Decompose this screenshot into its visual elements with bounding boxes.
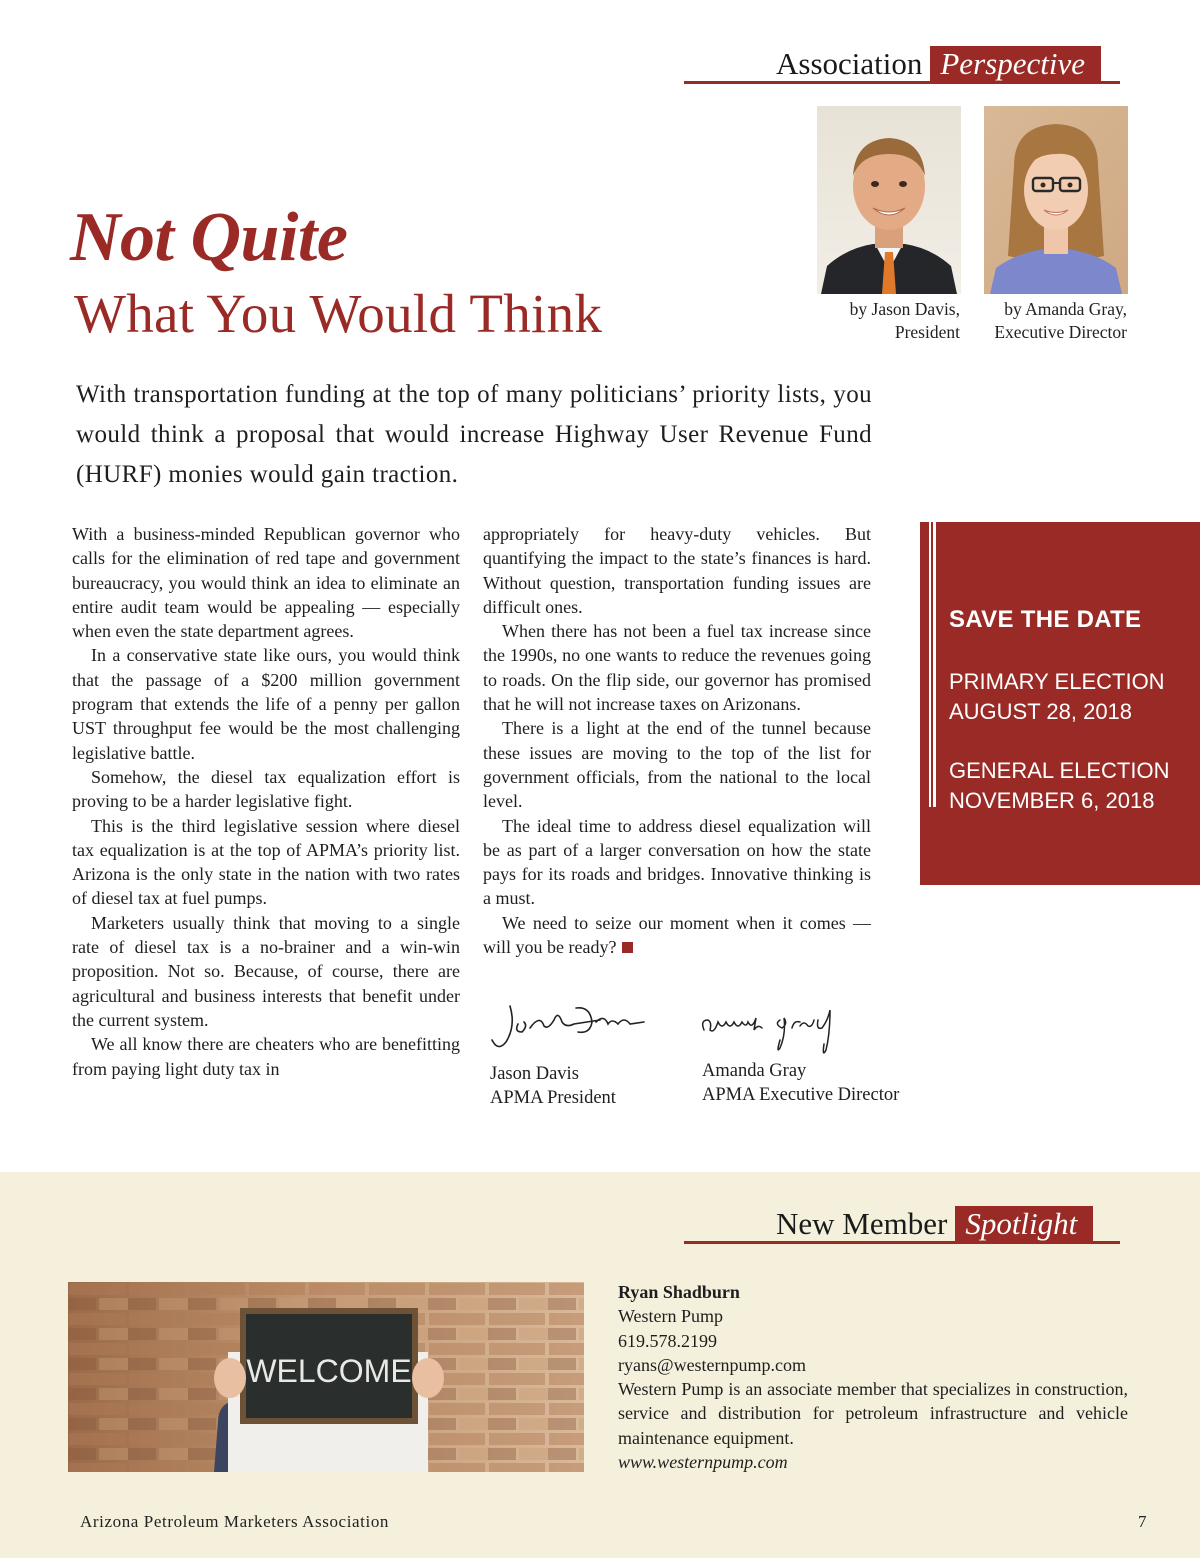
welcome-photo [68,1282,584,1472]
section-header-tag: Spotlight [955,1206,1093,1242]
paragraph: There is a light at the end of the tunnel because these issues are moving to the top of the list for government officials, from the national to the local level. [483,718,871,812]
member-description: Western Pump is an associate member that specializes in construction, service and distribution for petroleum infrastructure and vehicle maintenance equipment. [618,1379,1128,1448]
paragraph: With a business-minded Republican governor who calls for the elimination of red tape and government bureaucracy, you would think an idea to eliminate an entire audit team would be appealing — especially when even the state department agrees. [72,524,460,642]
paragraph: When there has not been a fuel tax increase since the 1990s, no one wants to reduce the revenues going to roads. On the flip side, our governor has promised that he will not increase taxes on Arizonans. [483,621,871,715]
decorative-bar [929,522,931,807]
article-column-1 [72,522,460,1081]
general-election-label: GENERAL ELECTION [949,758,1170,783]
signer-role: APMA President [490,1088,616,1108]
welcome-sign-text: WELCOME [246,1353,412,1389]
paragraph: Somehow, the diesel tax equalization effort is proving to be a harder legislative fight. [72,766,460,812]
paragraph: This is the third legislative session where diesel tax equalization is at the top of APMA’s priority list. Arizona is the only state in the nation with two rates of diesel tax at fuel pumps. [72,815,460,909]
member-phone: 619.578.2199 [618,1330,717,1351]
amanda-gray-signature [696,1000,856,1064]
article-title: Not Quite [70,199,348,276]
article-subtitle: What You Would Think [74,283,603,344]
article-column-2 [483,522,871,959]
paragraph: The ideal time to address diesel equalization will be as part of a larger conversation on how the state pays for its roads and bridges. Innovative thinking is a must. [483,815,871,909]
decorative-bar [933,522,936,807]
general-election-date: NOVEMBER 6, 2018 [949,788,1155,813]
member-website-link[interactable]: www.westernpump.com [618,1452,788,1473]
paragraph: appropriately for heavy-duty vehicles. But quantifying the impact to the state’s finances is hard. Without question, transportation funding issues are difficult ones. [483,524,871,617]
section-header-plain: New Member [776,1206,948,1241]
member-name: Ryan Shadburn [618,1282,740,1302]
member-email[interactable]: ryans@westernpump.com [618,1354,807,1375]
byline-amanda-line2: Executive Director [994,322,1127,342]
primary-election-date: AUGUST 28, 2018 [949,699,1133,724]
byline-jason-line1: by Jason Davis, [849,299,960,319]
member-company: Western Pump [618,1306,724,1327]
byline-amanda [980,298,1127,344]
spotlight-details [618,1280,1128,1474]
paragraph: We all know there are cheaters who are benefitting from paying light duty tax in [72,1034,460,1079]
section-header-perspective [776,46,1101,82]
end-mark-icon [622,942,633,953]
section-header-plain: Association [776,46,923,81]
section-header-spotlight [776,1206,1093,1242]
save-the-date-box [920,522,1200,885]
section-header-tag: Perspective [930,46,1101,82]
paragraph: In a conservative state like ours, you would think that the passage of a $200 million government program that extends the life of a penny per gallon UST throughput fee would be the most challenging legislative battle. [72,645,460,763]
signer-role: APMA Executive Director [702,1085,900,1105]
paragraph: We need to seize our moment when it comes — will you be ready? [483,912,871,958]
primary-election-label: PRIMARY ELECTION [949,669,1165,694]
save-the-date-title: SAVE THE DATE [949,606,1142,633]
signer-name: Amanda Gray [702,1061,807,1081]
jason-davis-signature [488,996,648,1060]
byline-jason [820,298,960,344]
signer-name: Jason Davis [490,1064,579,1084]
signature-block-jason [490,1062,616,1110]
page-number: 7 [1138,1512,1147,1531]
byline-jason-line2: President [894,322,960,342]
signature-block-amanda [702,1059,899,1107]
paragraph: Marketers usually think that moving to a single rate of diesel tax is a no-brainer and a win-win proposition. Not so. Because, of course, there are agricultural and business interests that benefit under the current system. [72,912,460,1030]
spotlight-rule [684,1241,1120,1244]
footer-publication: Arizona Petroleum Marketers Association [80,1512,390,1531]
byline-amanda-line1: by Amanda Gray, [1004,299,1127,319]
header-rule [684,81,1120,84]
article-lead: With transportation funding at the top of many politicians’ priority lists, you would think a proposal that would increase Highway User Revenue Fund (HURF) monies would gain traction. [76,381,872,488]
amanda-gray-photo [984,106,1128,294]
jason-davis-photo [817,106,961,294]
